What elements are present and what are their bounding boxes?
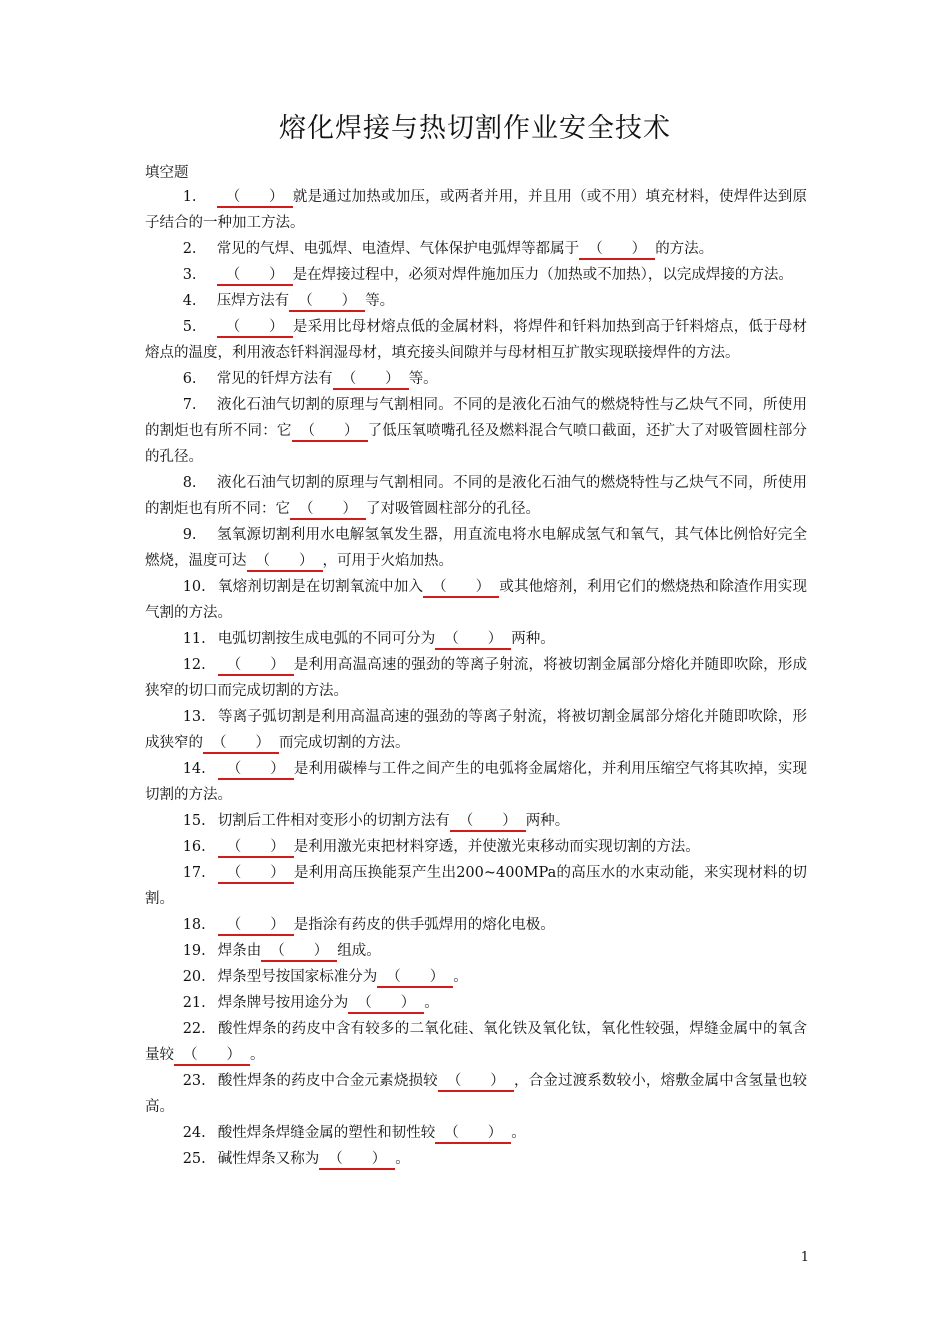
document-title: 熔化焊接与热切割作业安全技术 — [279, 113, 671, 144]
question-text-after: 是利用高压换能泵产生出200~400MPa的高压水的水束动能，来实现材料的切割。 — [145, 865, 807, 907]
answer-blank: （ ） — [289, 293, 365, 312]
question-text-before: 常见的气焊、电弧焊、电渣焊、气体保护电弧焊等都属于 — [216, 241, 580, 257]
question-number: 23. — [182, 1073, 206, 1089]
question-item — [145, 938, 807, 964]
question-number: 3. — [182, 267, 197, 283]
question-item — [145, 522, 807, 574]
question-number: 14. — [182, 761, 206, 777]
question-text-after: 。 — [250, 1047, 265, 1063]
question-text-before: 氧熔剂切割是在切割氧流中加入 — [217, 579, 424, 595]
question-text-before: 酸性焊条焊缝金属的塑性和韧性较 — [217, 1125, 436, 1141]
question-item — [145, 1016, 807, 1068]
question-text-after: 或其他熔剂，利用它们的燃烧热和除渣作用实现气割的方法。 — [145, 579, 808, 621]
question-item — [145, 314, 807, 366]
question-number: 9. — [182, 527, 197, 543]
question-text-after: 是在焊接过程中，必须对焊件施加压力（加热或不加热），以完成焊接的方法。 — [292, 267, 793, 283]
question-item — [145, 184, 807, 236]
section-heading: 填空题 — [145, 165, 189, 181]
question-text-before: 酸性焊条的药皮中合金元素烧损较 — [217, 1073, 438, 1089]
question-item — [145, 834, 807, 860]
question-text-before: 焊条牌号按用途分为 — [217, 995, 349, 1011]
answer-blank: （ ） — [579, 241, 655, 260]
question-text-after: 是采用比母材熔点低的金属材料，将焊件和钎料加热到高于钎料熔点，低于母材熔点的温度，利用液态钎料润湿母材，填充接头间隙并与母材相互扩散实现联接焊件的方法。 — [145, 319, 807, 361]
question-item — [145, 990, 807, 1016]
question-number: 11. — [182, 631, 206, 647]
question-item — [145, 1146, 807, 1172]
question-text-after: 了低压氧喷嘴孔径及燃料混合气喷口截面，还扩大了对吸管圆柱部分的孔径。 — [145, 423, 807, 465]
question-number: 13. — [182, 709, 206, 725]
question-text-after: 。 — [453, 969, 468, 985]
answer-blank: （ ） — [217, 189, 293, 208]
question-text-after: 。 — [395, 1151, 410, 1167]
question-text-before: 切割后工件相对变形小的切割方法有 — [217, 813, 450, 829]
question-item — [145, 236, 807, 262]
answer-blank: （ ） — [247, 553, 323, 572]
question-item — [145, 366, 807, 392]
answer-blank: （ ） — [218, 917, 294, 936]
question-number: 15. — [182, 813, 206, 829]
answer-blank: （ ） — [290, 501, 366, 520]
question-text-after: 了对吸管圆柱部分的孔径。 — [366, 501, 540, 517]
question-text-after: 是利用高温高速的强劲的等离子射流，将被切割金属部分熔化并随即吹除，形成狭窄的切口而完成切割的方法。 — [145, 657, 807, 699]
question-text-before: 液化石油气切割的原理与气割相同。不同的是液化石油气的燃烧特性与乙炔气不同，所使用的割炬也有所不同：它 — [145, 475, 807, 517]
question-item — [145, 808, 807, 834]
question-number: 18. — [182, 917, 206, 933]
question-item — [145, 704, 807, 756]
answer-blank: （ ） — [217, 319, 293, 338]
question-text-before: 等离子弧切割是利用高温高速的强劲的等离子射流，将被切割金属部分熔化并随即吹除，形成狭窄的 — [145, 709, 807, 751]
question-text-after: 的方法。 — [655, 241, 714, 257]
question-item — [145, 470, 807, 522]
question-text-after: 而完成切割的方法。 — [279, 735, 410, 751]
question-item — [145, 288, 807, 314]
page-number: 1 — [800, 1250, 809, 1265]
question-text-after: 等。 — [408, 371, 438, 387]
question-text-after: 是利用碳棒与工件之间产生的电弧将金属熔化，并利用压缩空气将其吹掉，实现切割的方法。 — [145, 761, 807, 803]
answer-blank: （ ） — [348, 995, 424, 1014]
question-text-after: 是利用激光束把材料穿透，并使激光束移动而实现切割的方法。 — [293, 839, 700, 855]
answer-blank: （ ） — [435, 631, 511, 650]
question-number: 6. — [182, 371, 197, 387]
question-number: 4. — [182, 293, 197, 309]
answer-blank: （ ） — [218, 657, 294, 676]
question-text-before: 焊条型号按国家标准分为 — [217, 969, 378, 985]
question-item — [145, 392, 807, 470]
question-text-after: 。 — [424, 995, 439, 1011]
question-number: 25. — [182, 1151, 206, 1167]
question-number: 7. — [182, 397, 197, 413]
question-number: 22. — [182, 1021, 206, 1037]
question-text-after: 两种。 — [511, 631, 555, 647]
question-item — [145, 964, 807, 990]
answer-blank: （ ） — [261, 943, 337, 962]
question-text-after: 等。 — [365, 293, 395, 309]
question-item — [145, 1068, 807, 1120]
question-number: 20. — [182, 969, 206, 985]
question-item — [145, 626, 807, 652]
question-number: 8. — [182, 475, 197, 491]
question-item — [145, 912, 807, 938]
question-number: 21. — [182, 995, 206, 1011]
answer-blank: （ ） — [218, 865, 294, 884]
question-text-before: 液化石油气切割的原理与气割相同。不同的是液化石油气的燃烧特性与乙炔气不同，所使用的割炬也有所不同：它 — [145, 397, 807, 439]
answer-blank: （ ） — [174, 1047, 250, 1066]
answer-blank: （ ） — [423, 579, 499, 598]
question-number: 17. — [182, 865, 206, 881]
question-text-before: 焊条由 — [217, 943, 262, 959]
question-number: 2. — [182, 241, 197, 257]
question-number: 16. — [182, 839, 206, 855]
question-number: 1. — [182, 189, 197, 205]
question-text-after: ，可用于火焰加热。 — [322, 553, 453, 569]
question-text-after: 是指涂有药皮的供手弧焊用的熔化电极。 — [293, 917, 555, 933]
question-number: 19. — [182, 943, 206, 959]
question-text-after: 。 — [511, 1125, 526, 1141]
question-text-before: 碱性焊条又称为 — [217, 1151, 320, 1167]
question-text-before: 压焊方法有 — [216, 293, 290, 309]
question-number: 10. — [182, 579, 206, 595]
question-number: 12. — [182, 657, 206, 673]
question-number: 5. — [182, 319, 197, 335]
answer-blank: （ ） — [203, 735, 279, 754]
question-list — [145, 184, 807, 1172]
answer-blank: （ ） — [450, 813, 526, 832]
question-text-after: 两种。 — [525, 813, 570, 829]
answer-blank: （ ） — [333, 371, 409, 390]
answer-blank: （ ） — [319, 1151, 395, 1170]
question-item — [145, 652, 807, 704]
question-item — [145, 574, 807, 626]
question-text-before: 常见的钎焊方法有 — [216, 371, 333, 387]
question-text-after: ，合金过渡系数较小，熔敷金属中含氢量也较高。 — [145, 1073, 808, 1115]
question-text-before: 电弧切割按生成电弧的不同可分为 — [217, 631, 436, 647]
question-text-after: 组成。 — [337, 943, 381, 959]
question-item — [145, 1120, 807, 1146]
answer-blank: （ ） — [438, 1073, 514, 1092]
answer-blank: （ ） — [218, 839, 294, 858]
answer-blank: （ ） — [292, 423, 368, 442]
question-text-before: 氢氧源切割利用水电解氢氧发生器，用直流电将水电解成氢气和氧气，其气体比例恰好完全燃烧，温度可达 — [145, 527, 807, 569]
question-text-after: 就是通过加热或加压，或两者并用，并且用（或不用）填充材料，使焊件达到原子结合的一种加工方法。 — [145, 189, 807, 231]
question-text-before: 酸性焊条的药皮中含有较多的二氧化硅、氧化铁及氧化钛，氧化性较强，焊缝金属中的氧含量较 — [145, 1021, 807, 1063]
answer-blank: （ ） — [217, 267, 293, 286]
question-item — [145, 756, 807, 808]
answer-blank: （ ） — [435, 1125, 511, 1144]
question-item — [145, 262, 807, 288]
answer-blank: （ ） — [218, 761, 294, 780]
answer-blank: （ ） — [377, 969, 453, 988]
question-item — [145, 860, 807, 912]
question-number: 24. — [182, 1125, 206, 1141]
